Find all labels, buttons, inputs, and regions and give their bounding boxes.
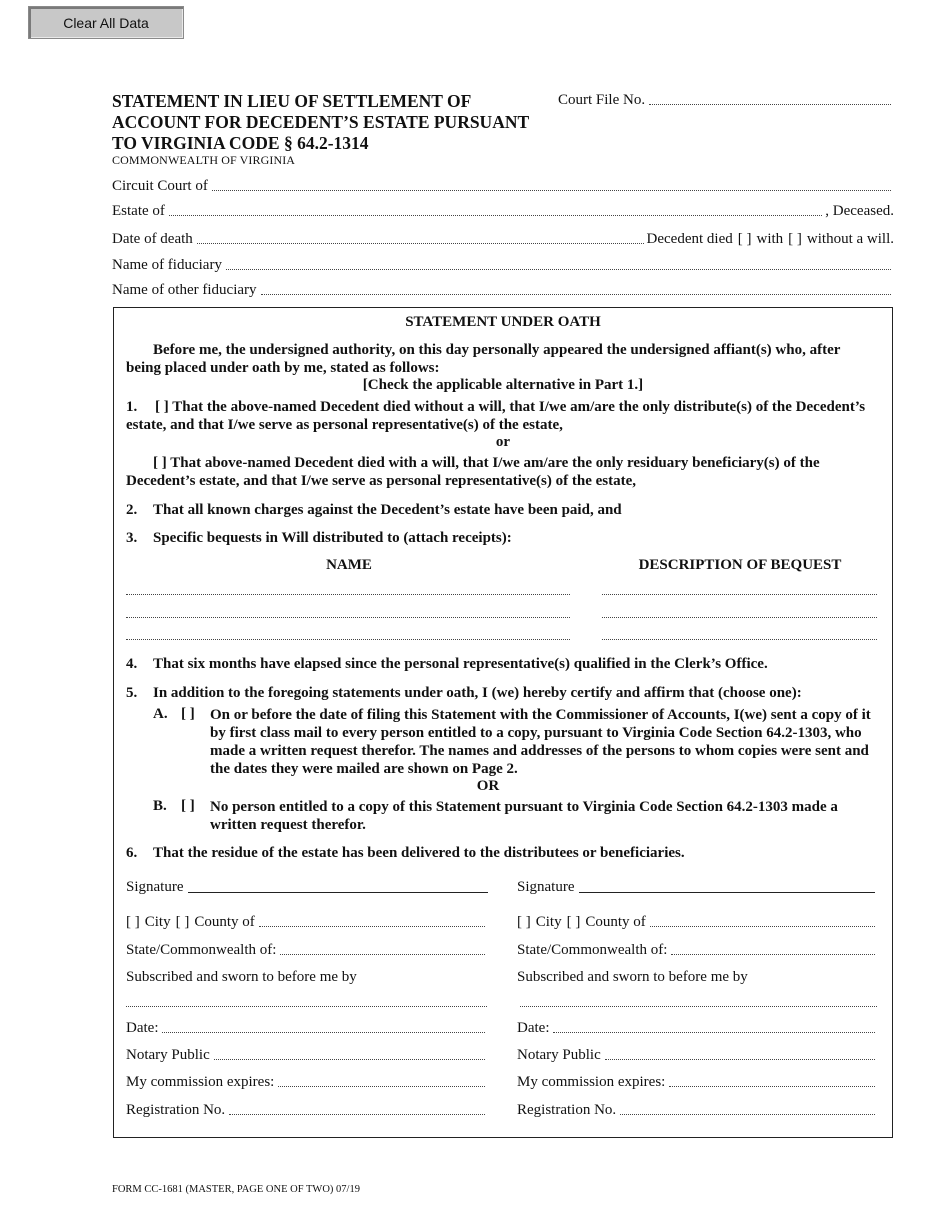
item-5a-checkbox[interactable]: [ ] (181, 706, 195, 722)
item-1a-text: That the above-named Decedent died without a will, that I/we am/are the only distribute(s) of the Decedent’s estate, and that I/we serve as personal representative(s) of the estate, (126, 399, 866, 433)
or-caps: OR (476, 778, 500, 794)
item-1 (126, 398, 878, 434)
item-1-number: 1. (126, 399, 138, 415)
estate-row (112, 203, 894, 220)
estate-label: Estate of (112, 203, 165, 219)
item-3-text: Specific bequests in Will distributed to (attach receipts): (153, 530, 512, 546)
oath-heading: STATEMENT UNDER OATH (405, 314, 601, 330)
bequest-description-input-1[interactable] (602, 594, 877, 595)
circuit-court-label: Circuit Court of (112, 178, 208, 194)
registration-input-right[interactable] (620, 1113, 875, 1115)
oath-intro: Before me, the undersigned authority, on this day personally appeared the undersigned affiant(s) who, after being placed under oath by me, stated as follows: (126, 342, 841, 376)
city-checkbox-right[interactable]: [ ] (517, 914, 531, 930)
commission-row-left (126, 1074, 488, 1091)
court-file-label: Court File No. (558, 92, 646, 108)
county-label-right: County of (585, 914, 646, 930)
with-label: with (756, 231, 784, 247)
item-5b-letter: B. (153, 798, 167, 814)
subscribed-row-right (517, 969, 878, 986)
signature-label-right: Signature (517, 879, 575, 895)
registration-row-left (126, 1102, 488, 1119)
county-input-right[interactable] (650, 925, 875, 927)
date-row-right (517, 1020, 878, 1037)
item-4-number: 4. (126, 656, 138, 672)
court-file-input[interactable] (649, 103, 891, 105)
city-label-right: City (535, 914, 562, 930)
commission-input-right[interactable] (669, 1085, 875, 1087)
item-5a-letter: A. (153, 706, 168, 722)
commission-row-right (517, 1074, 878, 1091)
date-label-right: Date: (517, 1020, 550, 1036)
fiduciary-input[interactable] (226, 268, 891, 270)
date-of-death-label: Date of death (112, 231, 193, 247)
county-checkbox-right[interactable]: [ ] (566, 914, 581, 930)
state-input-right[interactable] (671, 953, 875, 955)
without-will-label: without a will. (806, 231, 894, 247)
registration-label-right: Registration No. (517, 1102, 617, 1118)
fiduciary-row (112, 257, 894, 274)
item-4-text: That six months have elapsed since the personal representative(s) qualified in the Clerk’s Office. (153, 656, 768, 672)
date-of-death-input[interactable] (197, 242, 644, 244)
registration-row-right (517, 1102, 878, 1119)
decedent-died-label: Decedent died (646, 231, 733, 247)
date-row-left (126, 1020, 488, 1037)
form-title: STATEMENT IN LIEU OF SETTLEMENT OF ACCOUNT FOR DECEDENT’S ESTATE PURSUANT TO VIRGINIA CODE § 64.2-1314 (112, 91, 529, 153)
subscribed-label-right: Subscribed and sworn to before me by (517, 969, 748, 985)
signature-input-left[interactable] (188, 892, 489, 893)
form-subtitle: COMMONWEALTH OF VIRGINIA (112, 153, 296, 167)
city-label-left: City (144, 914, 171, 930)
state-row-right (517, 942, 878, 959)
signature-input-right[interactable] (579, 892, 876, 893)
subscribed-label-left: Subscribed and sworn to before me by (126, 969, 357, 985)
date-label-left: Date: (126, 1020, 159, 1036)
clear-all-data-button[interactable]: Clear All Data (28, 6, 184, 39)
commission-input-left[interactable] (278, 1085, 485, 1087)
bequest-name-input-2[interactable] (126, 617, 570, 618)
other-fiduciary-input[interactable] (261, 293, 891, 295)
signature-label-left: Signature (126, 879, 184, 895)
date-input-left[interactable] (162, 1031, 485, 1033)
city-county-row-left (126, 914, 488, 931)
court-file-row (558, 92, 894, 109)
circuit-court-input[interactable] (212, 189, 891, 191)
item-1b (126, 454, 878, 490)
signature-row-left (126, 879, 488, 896)
subscribed-input-right[interactable] (520, 1006, 877, 1007)
city-county-row-right (517, 914, 878, 931)
other-fiduciary-row (112, 282, 894, 299)
commission-label-left: My commission expires: (126, 1074, 275, 1090)
item-1a-checkbox[interactable]: [ ] (155, 399, 169, 415)
item-5b-text: No person entitled to a copy of this Statement pursuant to Virginia Code Section 64.2-1303 made a written request therefor. (210, 799, 838, 833)
notary-row-right (517, 1047, 878, 1064)
signature-row-right (517, 879, 875, 896)
item-5-text: In addition to the foregoing statements under oath, I (we) hereby certify and affirm that (choose one): (153, 685, 802, 701)
notary-input-left[interactable] (214, 1058, 485, 1060)
item-6-number: 6. (126, 845, 138, 861)
item-5a-text: On or before the date of filing this Statement with the Commissioner of Accounts, I(we) sent a copy of it by first class mail to every person entitled to a copy, pursuant to Virginia Code Section 64.2-1303, who made a written request therefor. The names and addresses of the persons to whom copies were sent and the dates they were mailed are shown on Page 2. (210, 707, 871, 777)
commission-label-right: My commission expires: (517, 1074, 666, 1090)
notary-input-right[interactable] (605, 1058, 875, 1060)
date-input-right[interactable] (553, 1031, 875, 1033)
with-will-checkbox[interactable]: [ ] (737, 231, 752, 247)
state-input-left[interactable] (280, 953, 485, 955)
item-5-number: 5. (126, 685, 138, 701)
or-small: or (495, 434, 511, 450)
without-will-checkbox[interactable]: [ ] (788, 231, 802, 247)
state-label-left: State/Commonwealth of: (126, 942, 277, 958)
registration-input-left[interactable] (229, 1113, 485, 1115)
notary-row-left (126, 1047, 488, 1064)
bequest-description-input-3[interactable] (602, 639, 877, 640)
bequest-name-input-3[interactable] (126, 639, 570, 640)
item-1b-text: That above-named Decedent died with a will, that I/we am/are the only residuary beneficiary(s) of the Decedent’s estate, and that I/we serve as personal representative(s) of the estate, (126, 455, 820, 489)
state-row-left (126, 942, 488, 959)
item-2-text: That all known charges against the Decedent’s estate have been paid, and (153, 502, 622, 518)
item-3-number: 3. (126, 530, 138, 546)
other-fiduciary-label: Name of other fiduciary (112, 282, 257, 298)
description-column-header: DESCRIPTION OF BEQUEST (638, 557, 842, 573)
county-input-left[interactable] (259, 925, 485, 927)
county-label-left: County of (194, 914, 255, 930)
fiduciary-label: Name of fiduciary (112, 257, 222, 273)
deceased-suffix: , Deceased. (825, 203, 894, 219)
item-5b-checkbox[interactable]: [ ] (181, 798, 195, 814)
item-6-text: That the residue of the estate has been delivered to the distributees or beneficiaries. (153, 845, 685, 861)
date-of-death-row (112, 231, 894, 248)
check-note: [Check the applicable alternative in Part 1.] (362, 377, 644, 393)
notary-label-right: Notary Public (517, 1047, 601, 1063)
registration-label-left: Registration No. (126, 1102, 226, 1118)
county-checkbox-left[interactable]: [ ] (175, 914, 190, 930)
item-1b-checkbox[interactable]: [ ] (153, 455, 167, 471)
estate-input[interactable] (169, 214, 822, 216)
bequest-description-input-2[interactable] (602, 617, 877, 618)
subscribed-row-left (126, 969, 488, 986)
subscribed-input-left[interactable] (126, 1006, 487, 1007)
item-2-number: 2. (126, 502, 138, 518)
circuit-court-row (112, 178, 894, 195)
notary-label-left: Notary Public (126, 1047, 210, 1063)
form-footer-id: FORM CC-1681 (MASTER, PAGE ONE OF TWO) 07/19 (112, 1184, 360, 1195)
city-checkbox-left[interactable]: [ ] (126, 914, 140, 930)
name-column-header: NAME (326, 557, 372, 573)
state-label-right: State/Commonwealth of: (517, 942, 668, 958)
bequest-name-input-1[interactable] (126, 594, 570, 595)
